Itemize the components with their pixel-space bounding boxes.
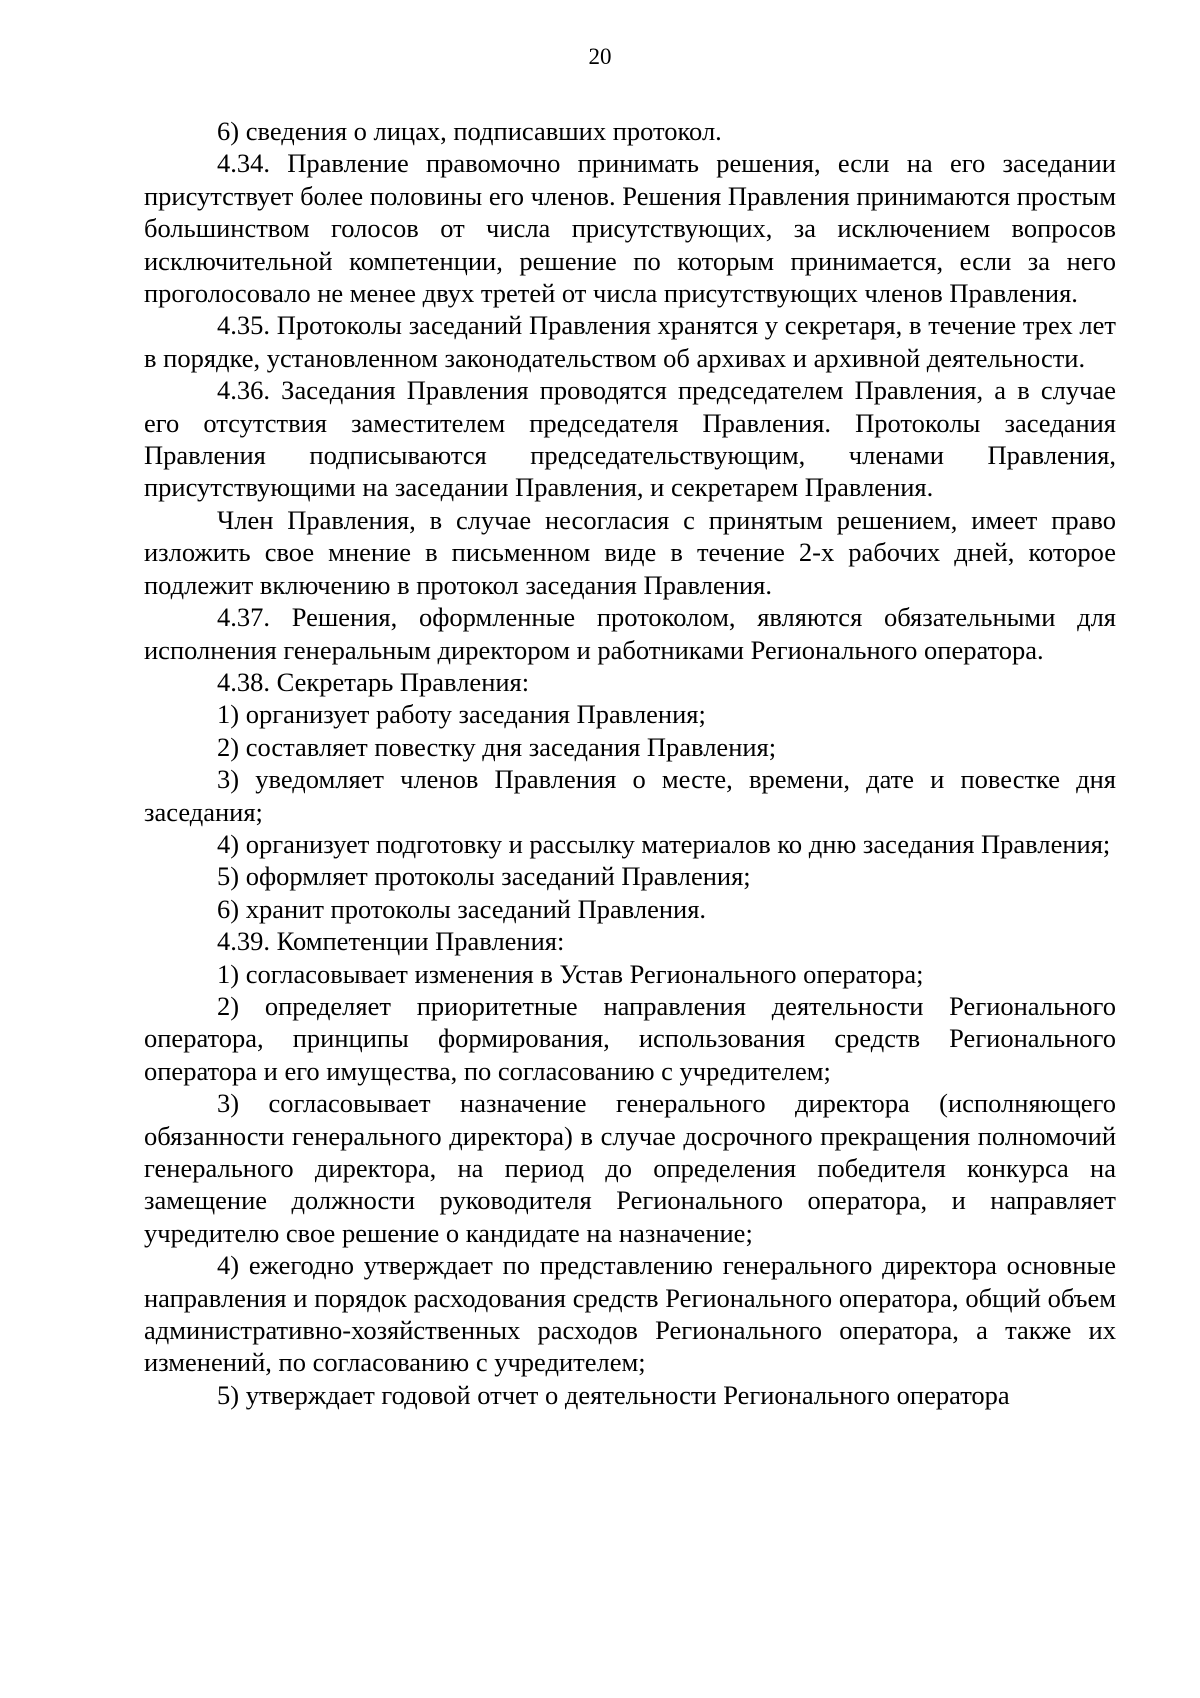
paragraph-4-35: 4.35. Протоколы заседаний Правления хранятся у секретаря, в течение трех лет в порядке, установленном законодательством об архивах и архивной деятельности. xyxy=(144,310,1116,373)
list-item-competence-4: 4) ежегодно утверждает по представлению генерального директора основные направления и порядок расходования средств Регионального оператора, общий объем административно-хозяйственных расходов Регионального оператора, а также их изменений, по согласованию с учредителем; xyxy=(144,1250,1116,1378)
list-item-competence-2: 2) определяет приоритетные направления деятельности Регионального оператора, принципы формирования, использования средств Регионального оператора и его имущества, по согласованию с учредителем; xyxy=(144,990,1116,1086)
paragraph-item-6-signatories: 6) сведения о лицах, подписавших протокол. xyxy=(217,116,722,146)
document-body xyxy=(144,115,1116,1411)
paragraph-4-36: 4.36. Заседания Правления проводятся председателем Правления, а в случае его отсутствия заместителем председателя Правления. Протоколы заседания Правления подписываются председательствующим, членами Правления, присутствующими на заседании Правления, и секретарем Правления. xyxy=(144,375,1116,503)
paragraph-4-38: 4.38. Секретарь Правления: xyxy=(217,666,530,697)
list-item-competence-5: 5) утверждает годовой отчет о деятельности Регионального оператора xyxy=(217,1379,1010,1410)
list-item-competence-1: 1) согласовывает изменения в Устав Регионального оператора; xyxy=(217,958,924,989)
paragraph-4-39: 4.39. Компетенции Правления: xyxy=(217,926,565,957)
list-item-competence-3: 3) согласовывает назначение генерального директора (исполняющего обязанности генерального директора) в случае досрочного прекращения полномочий генерального директора, на период до определения победителя конкурса на замещение должности руководителя Регионального оператора, и направляет учредителю свое решение о кандидате на назначение; xyxy=(144,1088,1116,1248)
paragraph-member-dissent: Член Правления, в случае несогласия с принятым решением, имеет право изложить свое мнение в письменном виде в течение 2-х рабочих дней, которое подлежит включению в протокол заседания Правления. xyxy=(144,504,1116,600)
list-item-secretary-1: 1) организует работу заседания Правления; xyxy=(217,699,706,730)
paragraph-4-37: 4.37. Решения, оформленные протоколом, являются обязательными для исполнения генеральным директором и работниками Регионального оператора. xyxy=(144,602,1116,665)
list-item-secretary-3: 3) уведомляет членов Правления о месте, времени, дате и повестке дня заседания; xyxy=(144,764,1116,827)
page-number: 20 xyxy=(588,44,612,69)
paragraph-4-34: 4.34. Правление правомочно принимать решения, если на его заседании присутствует более половины его членов. Решения Правления принимаются простым большинством голосов от числа присутствующих, за исключением вопросов исключительной компетенции, решение по которым принимается, если за него проголосовало не менее двух третей от числа присутствующих членов Правления. xyxy=(144,148,1116,309)
list-item-secretary-2: 2) составляет повестку дня заседания Правления; xyxy=(217,731,777,762)
list-item-secretary-5: 5) оформляет протоколы заседаний Правления; xyxy=(217,861,751,892)
list-item-secretary-6: 6) хранит протоколы заседаний Правления. xyxy=(217,893,707,924)
list-item-secretary-4: 4) организует подготовку и рассылку материалов ко дню заседания Правления; xyxy=(217,828,1111,859)
